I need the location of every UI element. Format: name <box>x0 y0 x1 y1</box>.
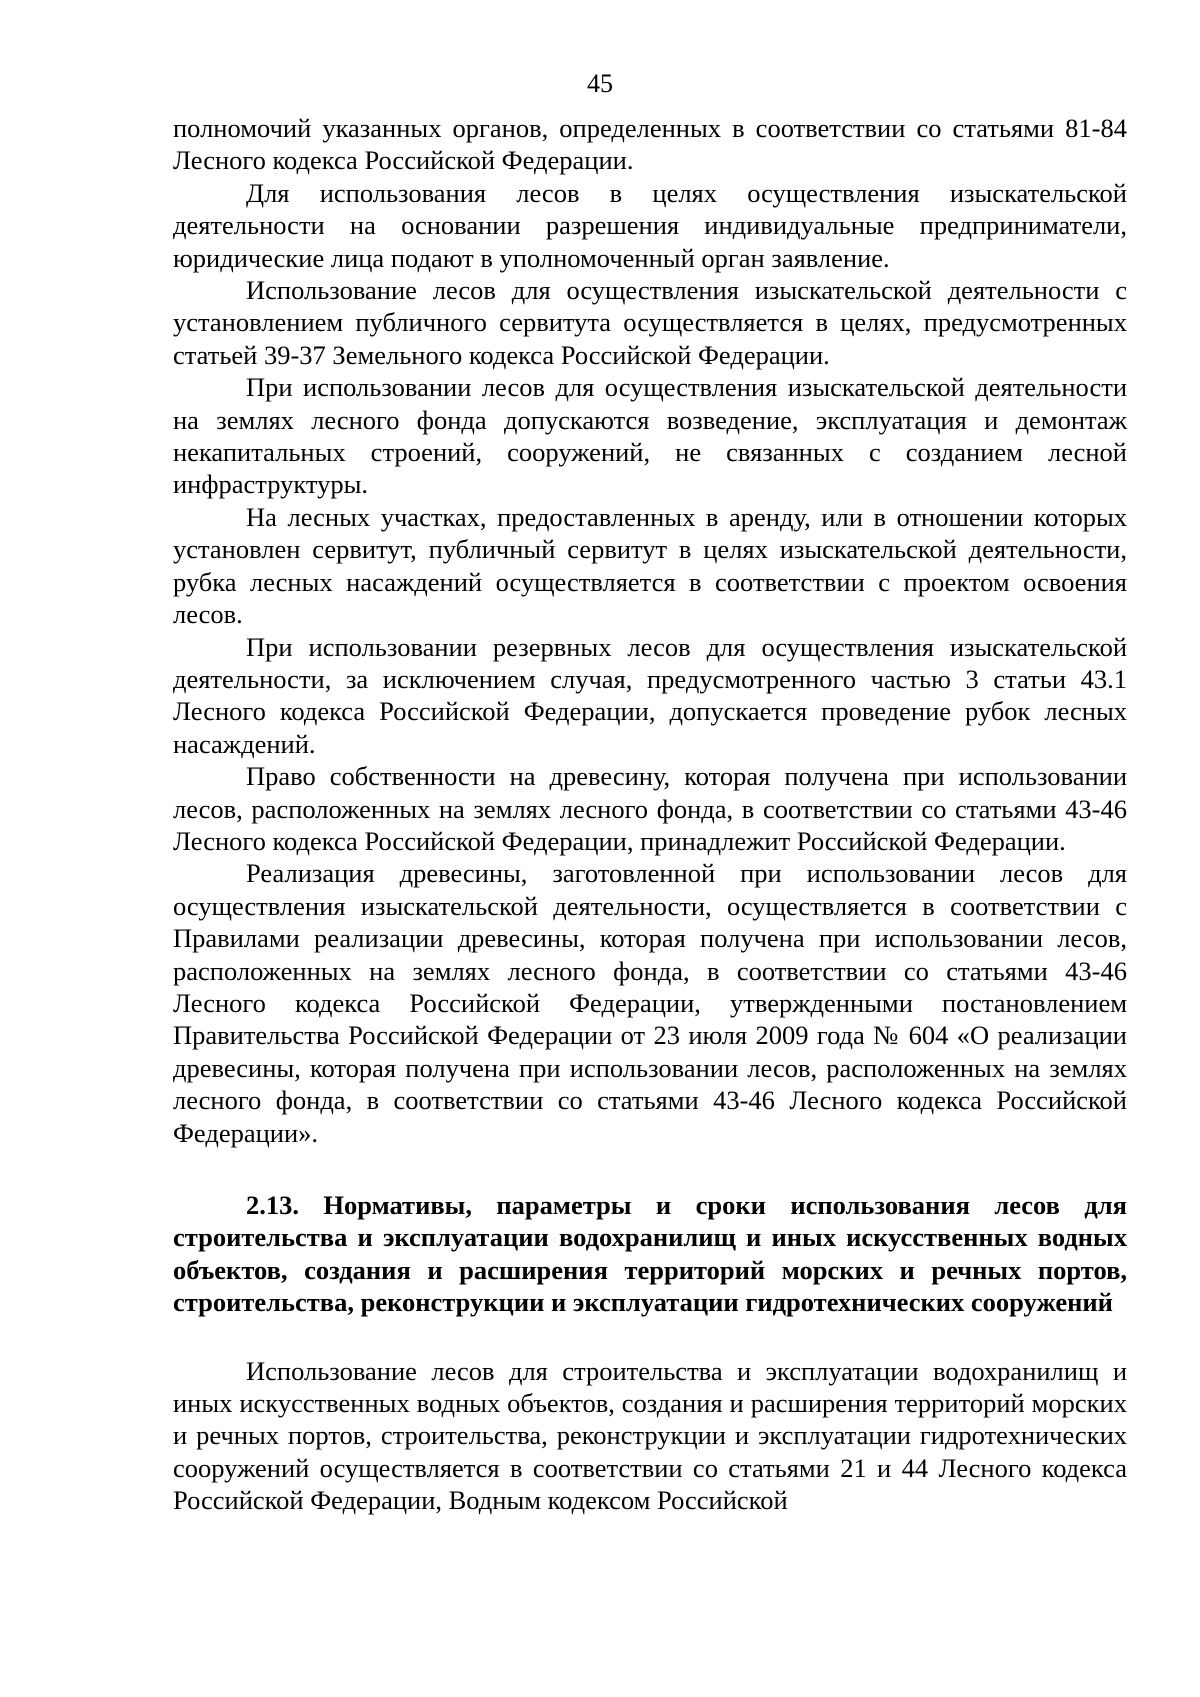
document-body <box>173 112 1127 1517</box>
section-paragraph: Использование лесов для строительства и эксплуатации водохранилищ и иных искусственных водных объектов, создания и расширения территорий морских и речных портов, строительства, реконструкции и эксплуатации гидротехнических сооружений осуществляется в соответствии со статьями 21 и 44 Лесного кодекса Российской Федерации, Водным кодексом Российской <box>173 1355 1127 1516</box>
paragraph: При использовании лесов для осуществления изыскательской деятельности на землях лесного фонда допускаются возведение, эксплуатация и демонтаж некапитальных строений, сооружений, не связанных с созданием лесной инфраструктуры. <box>173 372 1127 500</box>
section-heading: 2.13. Нормативы, параметры и сроки использования лесов для строительства и эксплуатации водохранилищ и иных искусственных водных объектов, создания и расширения территорий морских и речных портов, строительства, реконструкции и эксплуатации гидротехнических сооружений <box>173 1190 1127 1318</box>
paragraph: На лесных участках, предоставленных в аренду, или в отношении которых установлен сервитут, публичный сервитут в целях изыскательской деятельности, рубка лесных насаждений осуществляется в соответствии с проектом освоения лесов. <box>173 501 1127 630</box>
paragraph: При использовании резервных лесов для осуществления изыскательской деятельности, за исключением случая, предусмотренного частью 3 статьи 43.1 Лесного кодекса Российской Федерации, допускается проведение рубок лесных насаждений. <box>173 631 1127 759</box>
paragraph: Право собственности на древесину, которая получена при использовании лесов, расположенных на землях лесного фонда, в соответствии со статьями 43-46 Лесного кодекса Российской Федерации, принадлежит Российской Федерации. <box>173 761 1127 856</box>
paragraph: Использование лесов для осуществления изыскательской деятельности с установлением публичного сервитута осуществляется в целях, предусмотренных статьей 39-37 Земельного кодекса Российской Федерации. <box>173 275 1127 370</box>
paragraph: Для использования лесов в целях осуществления изыскательской деятельности на основании разрешения индивидуальные предприниматели, юридические лица подают в уполномоченный орган заявление. <box>173 177 1127 273</box>
paragraph-continuation: полномочий указанных органов, определенных в соответствии со статьями 81-84 Лесного кодекса Российской Федерации. <box>173 113 1127 176</box>
page-number: 45 <box>587 69 613 98</box>
paragraph: Реализация древесины, заготовленной при использовании лесов для осуществления изыскательской деятельности, осуществляется в соответствии с Правилами реализации древесины, которая получена при использовании лесов, расположенных на землях лесного фонда, в соответствии со статьями 43-46 Лесного кодекса Российской Федерации, утвержденными постановлением Правительства Российской Федерации от 23 июля 2009 года № 604 «О реализации древесины, которая получена при использовании лесов, расположенных на землях лесного фонда, в соответствии со статьями 43-46 Лесного кодекса Российской Федерации». <box>173 858 1127 1148</box>
